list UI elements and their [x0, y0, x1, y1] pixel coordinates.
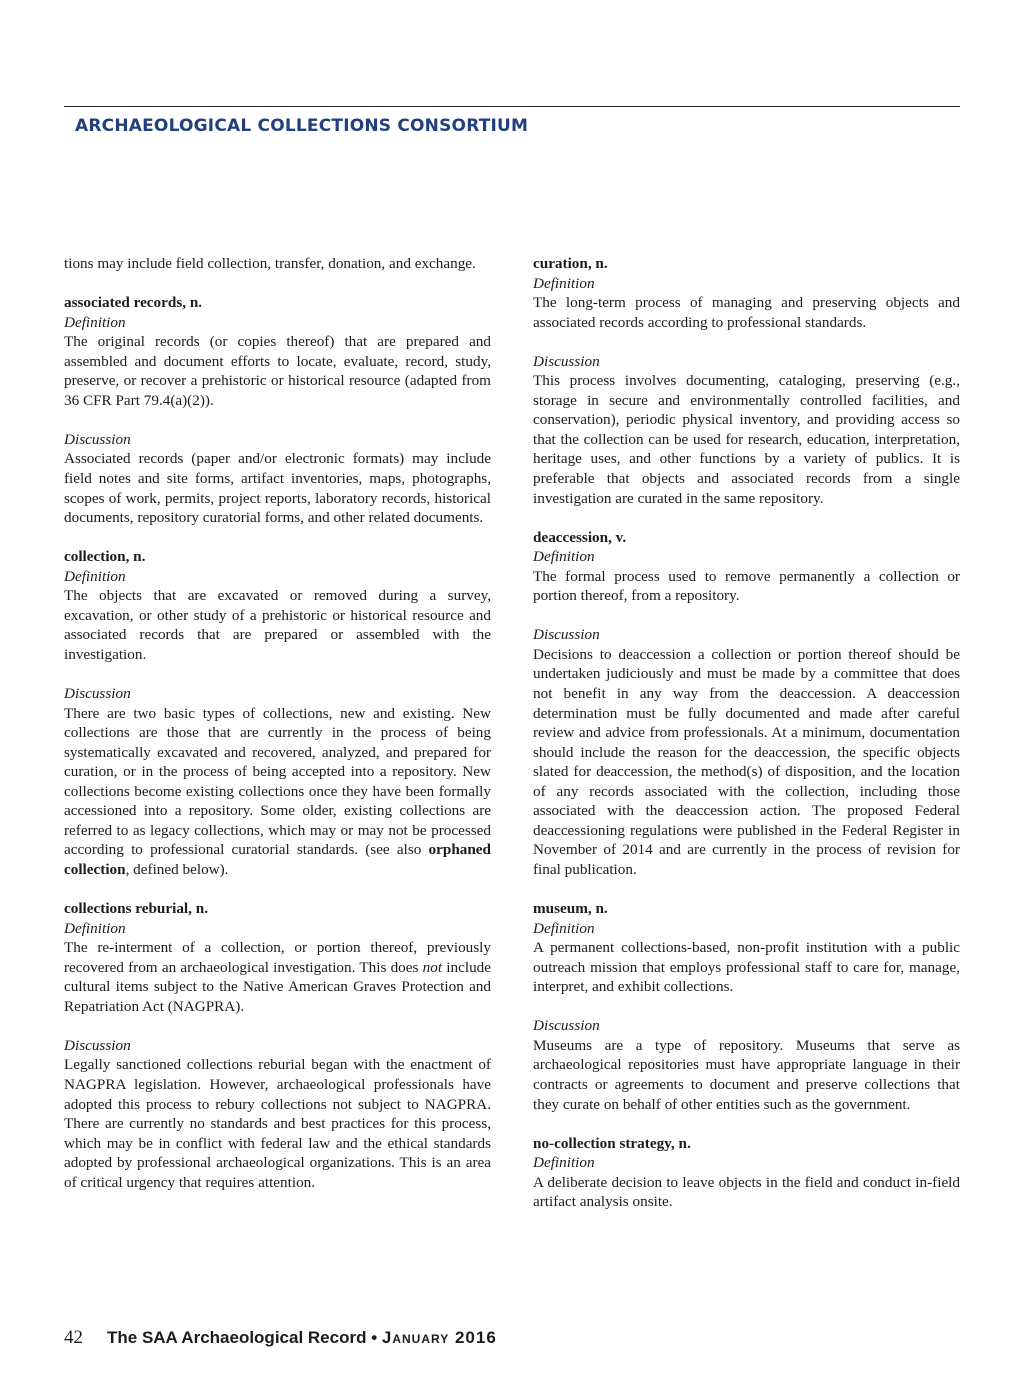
entry-term: curation, n. [533, 255, 608, 272]
entry-no-collection-strategy [533, 1134, 960, 1212]
discussion-label: Discussion [64, 430, 131, 448]
definition-text: The original records (or copies thereof) that are prepared and assembled and document efforts to locate, evaluate, record, study, preserve, or recover a prehistoric or historical resource (adapted from 36 CFR Part 79.4(a)(2)). [64, 333, 491, 409]
definition-label: Definition [64, 313, 126, 331]
entry-deaccession [533, 528, 960, 880]
discussion-text: Decisions to deaccession a collection or portion thereof should be undertaken judiciously and must be made by a committee that does not benefit in any way from the deaccession. A deaccession determination must be fully documented and made after careful review and advice from professionals. At a minimum, documentation should include the reason for the deaccession, the specific objects slated for deaccession, the method(s) of disposition, and the location of any records associated with the collection, including those associated with the deaccession action. The proposed Federal deaccessioning regulations were published in the Federal Register in November of 2014 and are currently in the process of revision for final publication. [533, 645, 960, 878]
issue-date: January 2016 [381, 1328, 497, 1347]
definition-text: The objects that are excavated or removed during a survey, excavation, or other study of a prehistoric or historical resource and associated records that are prepared or assembled with the investigation. [64, 587, 491, 663]
definition-label: Definition [533, 919, 595, 937]
definition-text: The long-term process of managing and preserving objects and associated records according to professional standards. [533, 294, 960, 331]
discussion-text-part: , defined below). [125, 860, 229, 878]
entry-curation [533, 254, 960, 508]
definition-text: The formal process used to remove permanently a collection or portion thereof, from a repository. [533, 567, 960, 605]
discussion-label: Discussion [533, 352, 600, 370]
publication-title: The SAA Archaeological Record [107, 1328, 367, 1347]
discussion-label: Discussion [533, 1017, 600, 1035]
definition-label: Definition [533, 274, 595, 292]
intro-paragraph: tions may include field collection, transfer, donation, and exchange. [64, 255, 476, 272]
definition-text-part: include cultural items subject to the Native American Graves Protection and Repatriation Act (NAGPRA). [64, 958, 492, 1015]
discussion-label: Discussion [64, 685, 131, 703]
entry-term: collection, n. [64, 548, 146, 566]
entry-museum [533, 899, 960, 1114]
entry-term: museum, n. [533, 900, 608, 918]
discussion-text-part: There are two basic types of collections, new and existing. New collections are those that are currently in the process of being systematically excavated and recovered, analyzed, and prepared for curation, or in the process of being accepted into a repository. New collections become existing collections once they have been formally accessioned into a repository. Some older, existing collections are referred to as legacy collections, which may or may not be processed according to professional curatorial standards. (see also [64, 704, 491, 859]
entry-term: associated records, n. [64, 294, 203, 312]
entry-term: no-collection strategy, n. [533, 1134, 691, 1152]
left-column [64, 254, 491, 1192]
bullet-separator: • [371, 1328, 378, 1347]
discussion-label: Discussion [64, 1036, 131, 1054]
definition-text: A permanent collections-based, non-profit institution with a public outreach mission that employs professional staff to care for, manage, interpret, and exhibit collections. [533, 939, 960, 996]
definition-text: A deliberate decision to leave objects in the field and conduct in-field artifact analysis onsite. [533, 1173, 960, 1211]
discussion-text: Legally sanctioned collections reburial began with the enactment of NAGPRA legislation. However, archaeological professionals have adopted this process to rebury collections not subject to NAGPRA. There are currently no standards and best practices for this process, which may be in conflict with federal law and the ethical standards adopted by professional archaeological organizations. This is an area of critical urgency that requires attention. [64, 1056, 491, 1191]
discussion-text: This process involves documenting, cataloging, preserving (e.g., storage in secure and environmentally controlled facilities, and conservation), periodic physical inventory, and providing access so that the collection can be used for research, education, interpretation, heritage uses, and other functions by a variety of publics. It is preferable that objects and associated records from a single investigation are curated in the same repository. [533, 372, 960, 507]
entry-collections-reburial [64, 899, 491, 1192]
discussion-text: Museums are a type of repository. Museums that serve as archaeological repositories must have appropriate language in their contracts or agreements to document and preserve collections that they curate on behalf of other entities such as the government. [533, 1036, 960, 1113]
right-column [533, 254, 960, 1212]
definition-label: Definition [533, 548, 595, 566]
entry-collection [64, 547, 491, 879]
discussion-label: Discussion [533, 626, 600, 644]
definition-text-part: The re-interment of a collection, or portion thereof, previously recovered from an archaeological investigation. This does [64, 939, 491, 976]
entry-term: deaccession, v. [533, 528, 627, 546]
page-number: 42 [64, 1327, 83, 1348]
header-rule [64, 106, 960, 107]
definition-text [64, 938, 491, 1016]
section-header: ARCHAEOLOGICAL COLLECTIONS CONSORTIUM [75, 116, 529, 136]
discussion-text [64, 704, 491, 880]
definition-label: Definition [533, 1154, 595, 1172]
page-footer [64, 1327, 497, 1349]
discussion-text: Associated records (paper and/or electronic formats) may include field notes and site forms, artifact inventories, maps, photographs, scopes of work, permits, project reports, laboratory records, historical documents, repository curatorial forms, and other related documents. [64, 450, 491, 527]
definition-label: Definition [64, 919, 126, 937]
emphasis-word: not [422, 958, 443, 976]
cross-reference-term: orphaned collection [64, 841, 491, 878]
entry-term: collections reburial, n. [64, 900, 208, 918]
definition-label: Definition [64, 567, 126, 585]
entry-associated-records [64, 293, 491, 528]
